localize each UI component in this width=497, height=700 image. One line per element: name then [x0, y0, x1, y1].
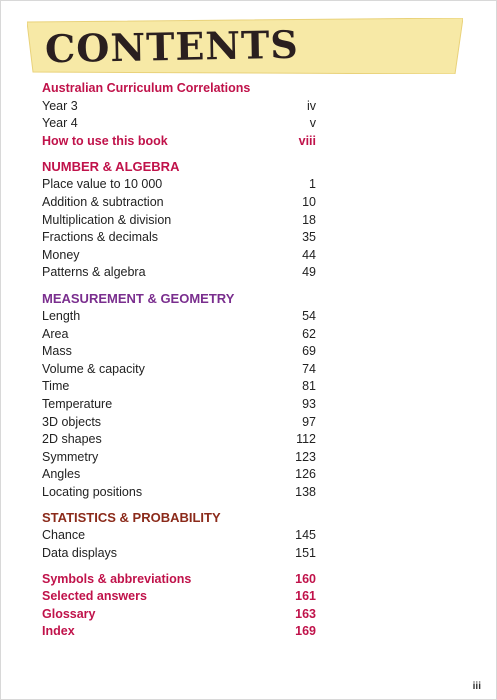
toc-entry-3d-objects[interactable]	[42, 414, 316, 432]
toc-entry-page: 54	[302, 308, 316, 323]
toc-entry-multiplication-and-division[interactable]	[42, 212, 316, 230]
spacer	[42, 563, 316, 571]
toc-entry-angles[interactable]	[42, 466, 316, 484]
toc-entry-label: Data displays	[42, 546, 118, 561]
toc-entry-label: Chance	[42, 528, 86, 543]
toc-entry-label: Patterns & algebra	[42, 265, 146, 280]
toc-entry-temperature[interactable]	[42, 396, 316, 414]
toc-entry-label: Symmetry	[42, 449, 99, 464]
toc-entry-page: 161	[295, 589, 316, 604]
toc-entry-year-3[interactable]	[42, 98, 316, 116]
section-heading-measurement-and-geometry: MEASUREMENT & GEOMETRY	[42, 290, 235, 306]
toc-entry-label: Money	[42, 247, 80, 262]
toc-entry-locating-positions[interactable]	[42, 484, 316, 502]
toc-entry-label: Symbols & abbreviations	[42, 571, 192, 586]
toc-entry-index[interactable]	[42, 623, 316, 641]
toc-entry-page: 93	[302, 396, 316, 411]
toc-entry-data-displays[interactable]	[42, 545, 316, 563]
toc-entry-label: Place value to 10 000	[42, 177, 163, 192]
toc-entry-year-4[interactable]	[42, 115, 316, 133]
toc-entry-label: Volume & capacity	[42, 361, 145, 376]
toc-entry-page: 44	[302, 247, 316, 262]
toc-entry-time[interactable]	[42, 378, 316, 396]
toc-entry-page: 112	[296, 432, 316, 447]
toc-entry-page: 123	[295, 449, 316, 464]
toc-entry-place-value-to-10-000[interactable]	[42, 176, 316, 194]
title-banner	[27, 18, 463, 74]
toc-entry-patterns-and-algebra[interactable]	[42, 264, 316, 282]
toc-entry-label: Locating positions	[42, 484, 143, 499]
toc-entry-page: iv	[306, 98, 316, 113]
toc-entry-label: Glossary	[42, 606, 96, 621]
toc-entry-page: 49	[302, 265, 316, 280]
toc-entry-page: 169	[295, 624, 316, 639]
toc-entry-label: Area	[42, 326, 69, 341]
toc-entry-page: 10	[302, 194, 316, 209]
toc-entry-label: 2D shapes	[42, 432, 102, 447]
toc-entry-label: Year 4	[42, 116, 78, 131]
toc-entry-label: Time	[42, 379, 70, 394]
toc-entry-label: Selected answers	[42, 589, 147, 604]
toc-entry-length[interactable]	[42, 308, 316, 326]
toc-entry-label: Index	[42, 624, 75, 639]
toc-entry-symmetry[interactable]	[42, 449, 316, 467]
toc-entry-page: 138	[295, 484, 316, 499]
toc-entry-label: Mass	[42, 344, 72, 359]
toc-entry-addition-and-subtraction[interactable]	[42, 194, 316, 212]
toc-entry-chance[interactable]	[42, 527, 316, 545]
toc-entry-page: 151	[295, 546, 316, 561]
section-heading-number-and-algebra: NUMBER & ALGEBRA	[42, 159, 180, 175]
toc-entry-label: Year 3	[42, 98, 78, 113]
toc-entry-australian-curriculum-correlations[interactable]	[42, 80, 316, 98]
toc-entry-selected-answers[interactable]	[42, 588, 316, 606]
toc-entry-page: 97	[302, 414, 316, 429]
toc-entry-page: 18	[302, 212, 316, 227]
toc-entry-mass[interactable]	[42, 343, 316, 361]
toc-entry-symbols-and-abbreviations[interactable]	[42, 571, 316, 589]
toc-entry-label: Length	[42, 308, 81, 323]
toc-entry-page: 81	[302, 379, 316, 394]
toc-entry-page: 145	[295, 528, 316, 543]
toc-entry-label: Angles	[42, 467, 81, 482]
toc-entry-page: 1	[309, 177, 316, 192]
toc-entry-glossary[interactable]	[42, 606, 316, 624]
toc-entry-fractions-and-decimals[interactable]	[42, 229, 316, 247]
toc-entry-page: 126	[295, 467, 316, 482]
toc-entry-label: 3D objects	[42, 414, 102, 429]
section-heading-statistics-and-probability: STATISTICS & PROBABILITY	[42, 510, 221, 526]
page-number: iii	[472, 681, 481, 692]
toc-entry-label: How to use this book	[42, 133, 168, 148]
toc-entry-page: 163	[295, 606, 316, 621]
toc-entry-area[interactable]	[42, 326, 316, 344]
toc-entry-label: Fractions & decimals	[42, 230, 159, 245]
toc-entry-label: Multiplication & division	[42, 212, 172, 227]
toc-entry-label: Australian Curriculum Correlations	[42, 81, 251, 95]
toc-entry-label: Addition & subtraction	[42, 194, 164, 209]
toc-entry-page: 69	[302, 344, 316, 359]
toc-entry-page: viii	[298, 133, 316, 148]
toc-entry-page: 160	[295, 571, 316, 586]
toc-entry-label: Temperature	[42, 396, 113, 411]
toc-entry-page: 74	[302, 361, 316, 376]
toc-entry-page: 62	[302, 326, 316, 341]
toc-entry-volume-and-capacity[interactable]	[42, 361, 316, 379]
toc-entry-page: 35	[302, 230, 316, 245]
toc-entry-how-to-use-this-book[interactable]	[42, 133, 316, 151]
toc-entry-money[interactable]	[42, 247, 316, 265]
toc-entry-2d-shapes[interactable]	[42, 431, 316, 449]
table-of-contents	[42, 80, 316, 641]
toc-entry-page: v	[309, 116, 316, 131]
page-title: CONTENTS	[44, 21, 300, 72]
